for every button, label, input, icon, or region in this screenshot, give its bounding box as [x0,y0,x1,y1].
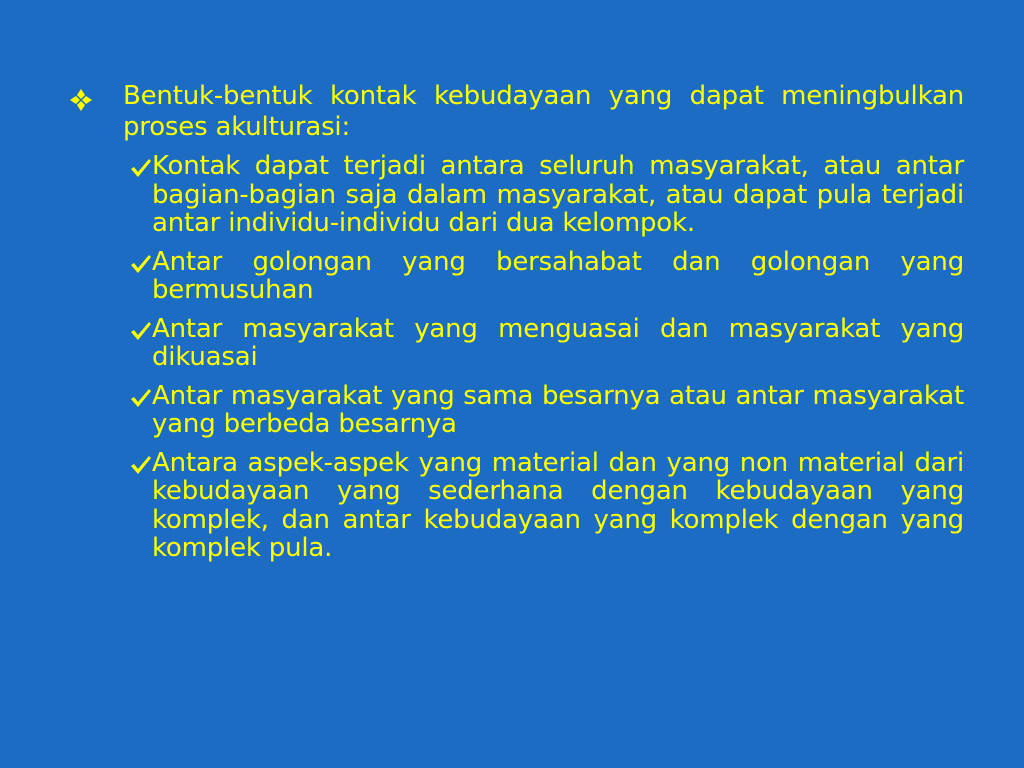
list-item-text: Antar golongan yang bersahabat dan golongan yang bermusuhan [152,246,964,305]
list-item [128,248,964,305]
main-bullet-text: Bentuk-bentuk kontak kebudayaan yang dapat meningbulkan proses akulturasi: [123,81,964,142]
check-icon [128,382,152,413]
list-item-text: Antar masyarakat yang menguasai dan masyarakat yang dikuasai [152,313,964,372]
list-item [128,152,964,238]
check-icon [128,315,152,346]
slide-content [66,81,964,573]
list-item [128,315,964,372]
check-icon [128,152,152,183]
check-icon [128,449,152,480]
main-bullet [66,81,964,143]
list-item-text: Antar masyarakat yang sama besarnya atau antar masyarakat yang berbeda besarnya [152,380,964,439]
list-item [128,382,964,439]
sub-list [128,152,964,563]
list-item-text: Kontak dapat terjadi antara seluruh masyarakat, atau antar bagian-bagian saja dalam masyarakat, atau dapat pula terjadi antar individu-individu dari dua kelompok. [152,151,964,238]
list-item-text: Antara aspek-aspek yang material dan yang non material dari kebudayaan yang sederhana dengan kebudayaan yang komplek, dan antar kebudayaan yang komplek dengan yang komplek pula. [152,447,964,563]
check-icon [128,248,152,279]
list-item [128,449,964,563]
diamond-bullet-icon [66,81,96,115]
